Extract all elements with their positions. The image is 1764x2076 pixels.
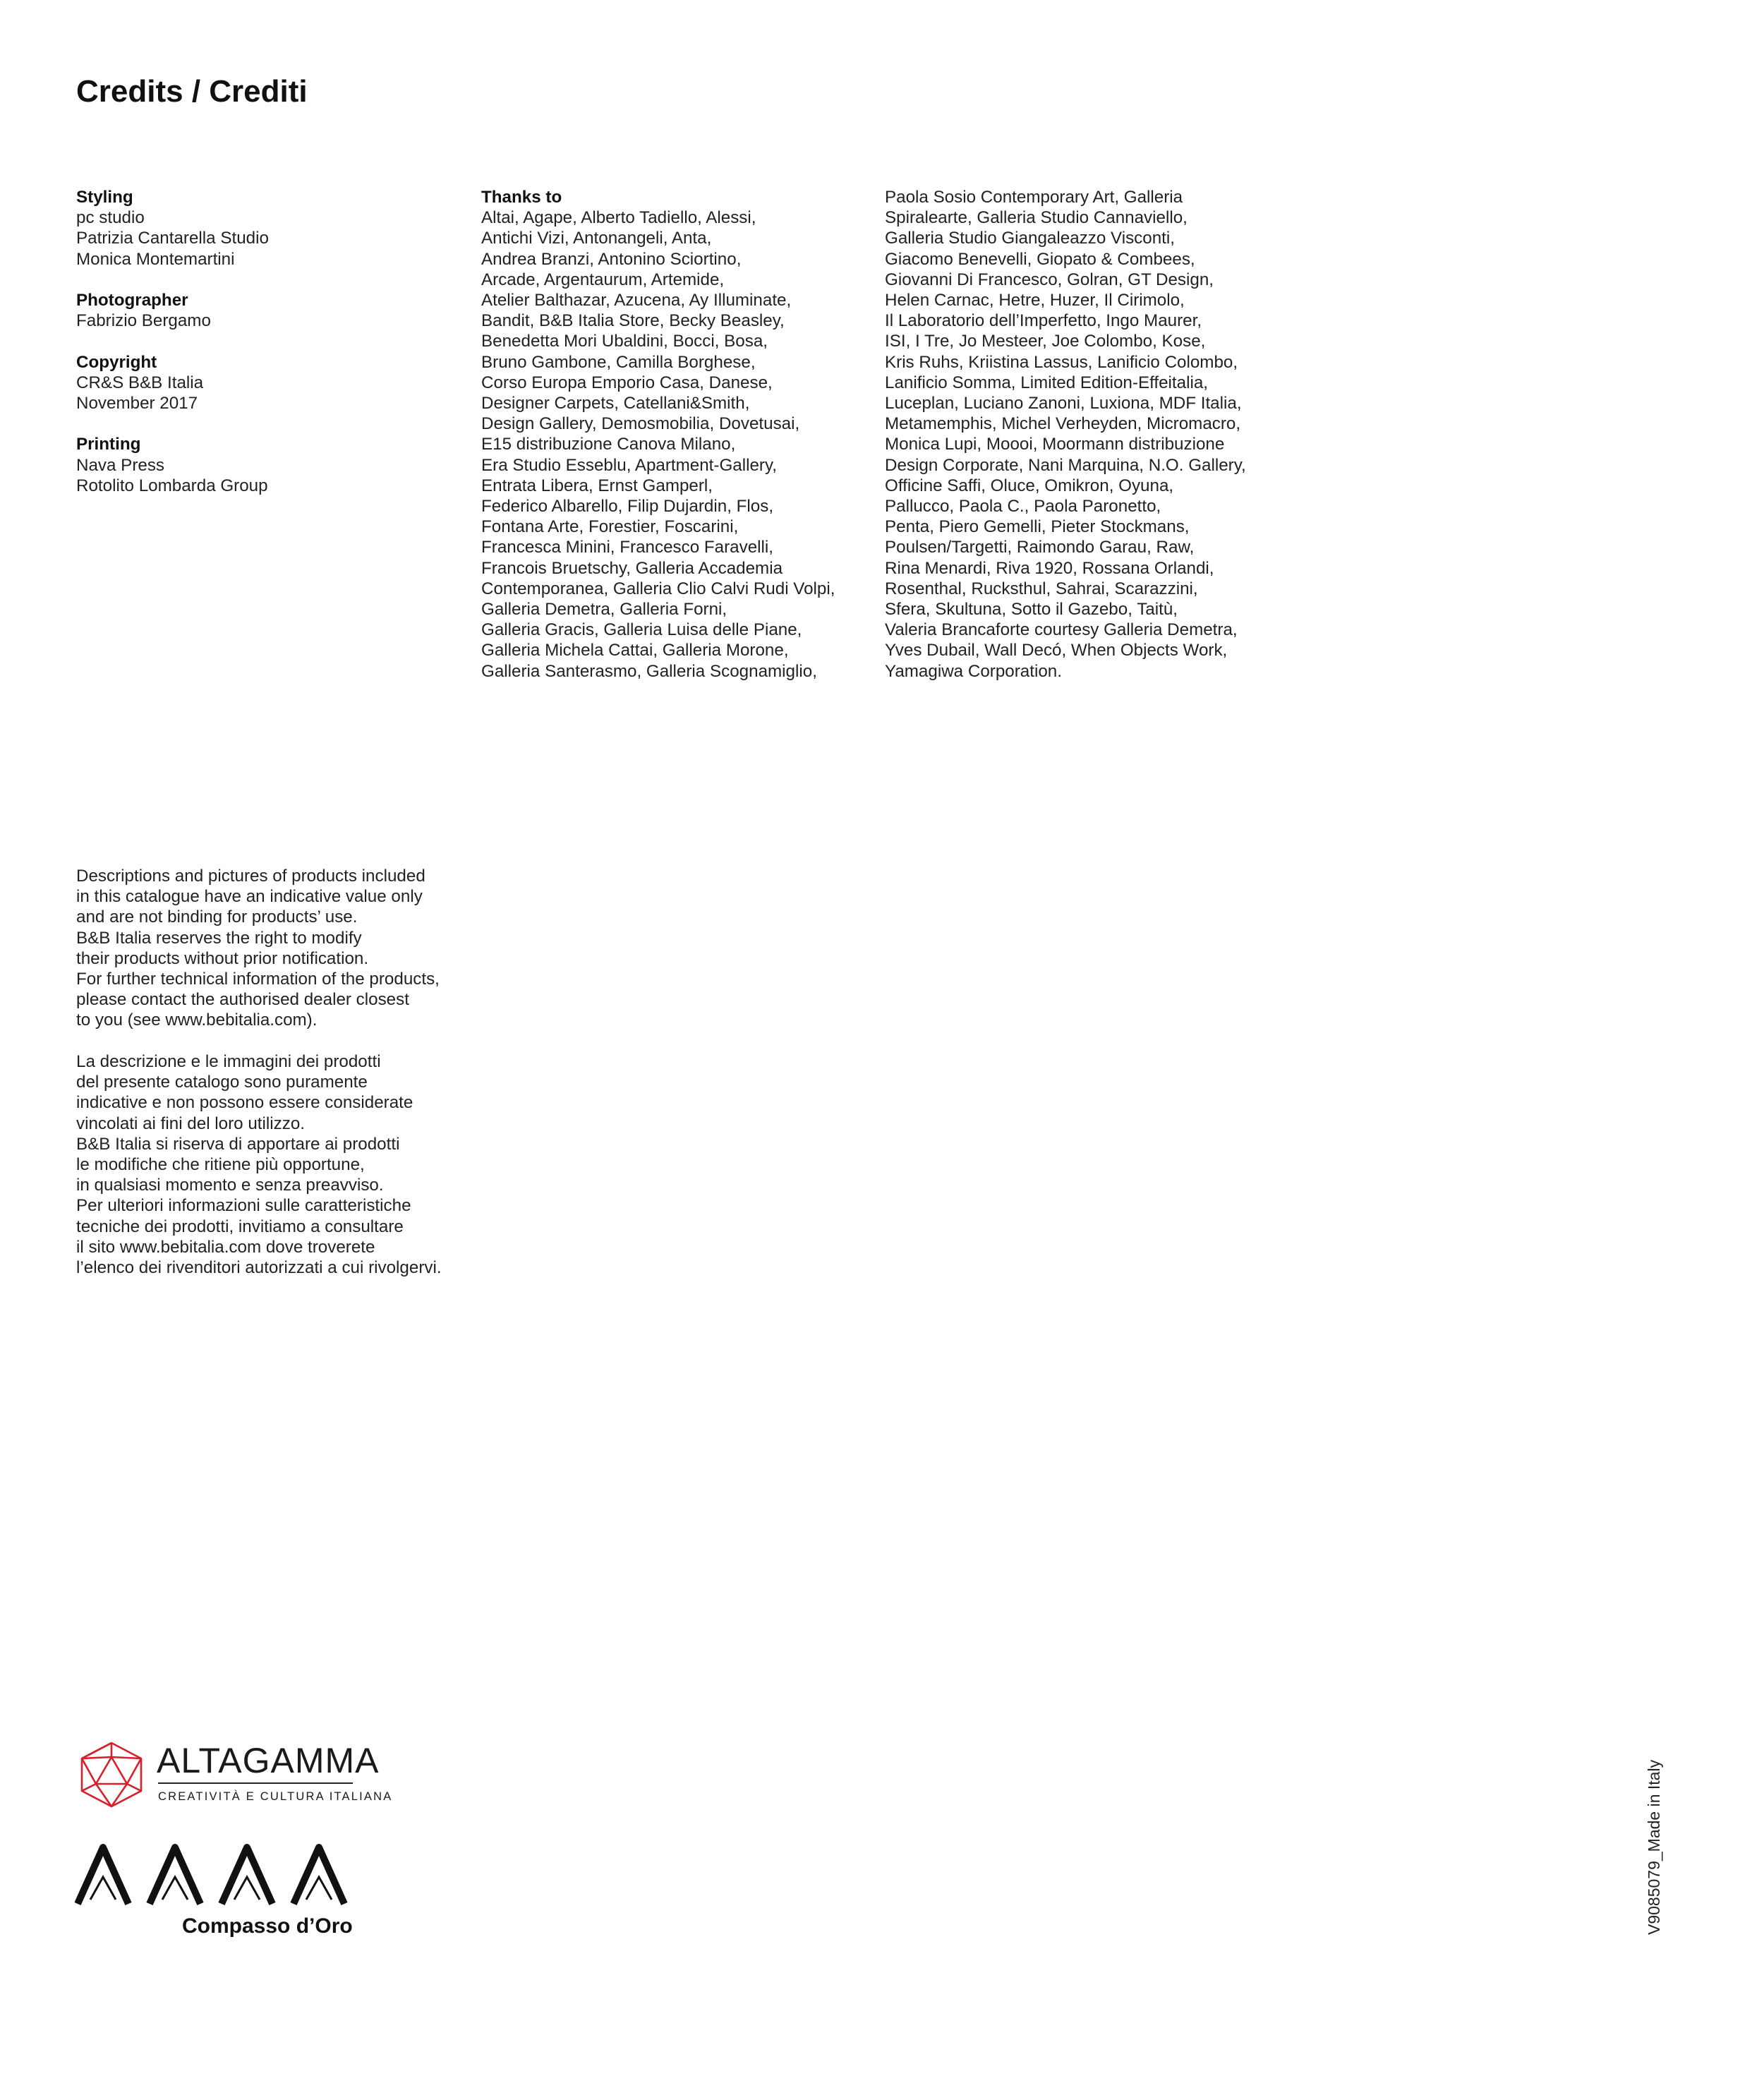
text-line: Designer Carpets, Catellani&Smith,: [481, 394, 750, 414]
compasso-doro-logo: [75, 1840, 364, 1946]
text-line: Contemporanea, Galleria Clio Calvi Rudi Volpi,: [481, 579, 835, 598]
text-line: Era Studio Esseblu, Apartment-Gallery,: [481, 455, 777, 475]
printing-section: [76, 434, 457, 496]
text-line: Fontana Arte, Forestier, Foscarini,: [481, 517, 739, 537]
text-line: in this catalogue have an indicative value only: [76, 887, 423, 907]
photographer-section: [76, 290, 457, 331]
text-line: Altai, Agape, Alberto Tadiello, Alessi,: [481, 208, 756, 228]
altagamma-divider: [158, 1782, 353, 1784]
credit-line: Fabrizio Bergamo: [76, 311, 211, 331]
text-line: Antichi Vizi, Antonangeli, Anta,: [481, 229, 712, 248]
text-line: Pallucco, Paola C., Paola Paronetto,: [885, 497, 1161, 517]
icosahedron-icon: [75, 1740, 148, 1809]
altagamma-tagline: CREATIVITÀ E CULTURA ITALIANA: [158, 1790, 393, 1803]
text-line: Francesca Minini, Francesco Faravelli,: [481, 538, 774, 557]
text-line: vincolati ai fini del loro utilizzo.: [76, 1114, 305, 1133]
text-line: Yves Dubail, Wall Decó, When Objects Work,: [885, 641, 1228, 660]
text-line: Luceplan, Luciano Zanoni, Luxiona, MDF Italia,: [885, 394, 1242, 414]
text-line: Officine Saffi, Oluce, Omikron, Oyuna,: [885, 476, 1174, 495]
text-line: Per ulteriori informazioni sulle caratteristiche: [76, 1196, 411, 1216]
text-line: l’elenco dei rivenditori autorizzati a cui rivolgervi.: [76, 1258, 442, 1278]
credit-line: Patrizia Cantarella Studio: [76, 229, 269, 248]
text-line: Rina Menardi, Riva 1920, Rossana Orlandi,: [885, 558, 1214, 578]
text-line: and are not binding for products’ use.: [76, 907, 358, 927]
text-line: le modifiche che ritiene più opportune,: [76, 1155, 365, 1175]
text-line: Design Corporate, Nani Marquina, N.O. Gallery,: [885, 455, 1246, 475]
text-line: Francois Bruetschy, Galleria Accademia: [481, 558, 783, 578]
disclaimer-italian: [76, 1051, 528, 1278]
text-line: Galleria Michela Cattai, Galleria Morone,: [481, 641, 789, 660]
compass-mark-icon: [75, 1840, 357, 1908]
credit-line: Monica Montemartini: [76, 249, 235, 269]
text-line: Benedetta Mori Ubaldini, Bocci, Bosa,: [481, 332, 768, 351]
text-line: their products without prior notification.: [76, 948, 369, 968]
catalogue-code: V9085079_Made in Italy: [1645, 1759, 1663, 1935]
text-line: Atelier Balthazar, Azucena, Ay Illuminate,: [481, 291, 792, 310]
text-line: indicative e non possono essere considerate: [76, 1093, 413, 1113]
text-line: Andrea Branzi, Antonino Sciortino,: [481, 249, 742, 269]
styling-section: [76, 187, 457, 270]
text-line: Poulsen/Targetti, Raimondo Garau, Raw,: [885, 538, 1195, 557]
text-line: Monica Lupi, Moooi, Moormann distribuzione: [885, 435, 1225, 454]
text-line: Galleria Demetra, Galleria Forni,: [481, 600, 727, 620]
credit-line: Rotolito Lombarda Group: [76, 476, 268, 495]
text-line: Bruno Gambone, Camilla Borghese,: [481, 352, 756, 372]
text-line: Design Gallery, Demosmobilia, Dovetusai,: [481, 414, 800, 434]
text-line: Paola Sosio Contemporary Art, Galleria: [885, 188, 1183, 207]
text-line: Rosenthal, Rucksthul, Sahrai, Scarazzini,: [885, 579, 1198, 598]
copyright-heading: Copyright: [76, 352, 157, 372]
text-line: Il Laboratorio dell’Imperfetto, Ingo Maurer,: [885, 311, 1202, 331]
text-line: Galleria Santerasmo, Galleria Scognamiglio,: [481, 661, 817, 681]
thanks-column-1: [481, 187, 876, 682]
text-line: B&B Italia si riserva di apportare ai prodotti: [76, 1134, 400, 1154]
text-line: Kris Ruhs, Kriistina Lassus, Lanificio Colombo,: [885, 352, 1238, 372]
page-title: Credits / Crediti: [76, 74, 308, 109]
altagamma-wordmark: ALTAGAMMA: [157, 1741, 380, 1780]
text-line: del presente catalogo sono puramente: [76, 1073, 368, 1092]
credit-line: Nava Press: [76, 455, 165, 475]
styling-heading: Styling: [76, 188, 133, 207]
text-line: Giovanni Di Francesco, Golran, GT Design,: [885, 270, 1214, 289]
text-line: Federico Albarello, Filip Dujardin, Flos,: [481, 497, 774, 517]
text-line: For further technical information of the products,: [76, 970, 440, 989]
credits-column: [76, 187, 457, 517]
credit-line: November 2017: [76, 394, 198, 413]
text-line: Lanificio Somma, Limited Edition-Effeitalia,: [885, 373, 1208, 392]
text-line: B&B Italia reserves the right to modify: [76, 928, 362, 948]
text-line: Entrata Libera, Ernst Gamperl,: [481, 476, 713, 495]
text-line: in qualsiasi momento e senza preavviso.: [76, 1176, 384, 1195]
credit-line: pc studio: [76, 208, 145, 228]
text-line: Bandit, B&B Italia Store, Becky Beasley,: [481, 311, 785, 331]
thanks-heading: Thanks to: [481, 188, 562, 207]
text-line: Penta, Piero Gemelli, Pieter Stockmans,: [885, 517, 1190, 537]
text-line: Galleria Studio Giangaleazzo Visconti,: [885, 229, 1175, 248]
text-line: ISI, I Tre, Jo Mesteer, Joe Colombo, Kose,: [885, 332, 1206, 351]
text-line: Yamagiwa Corporation.: [885, 661, 1062, 681]
text-line: tecniche dei prodotti, invitiamo a consultare: [76, 1217, 404, 1236]
text-line: Corso Europa Emporio Casa, Danese,: [481, 373, 773, 392]
text-line: Arcade, Argentaurum, Artemide,: [481, 270, 725, 289]
thanks-list-2: [885, 187, 1308, 682]
photographer-heading: Photographer: [76, 291, 188, 310]
credit-line: CR&S B&B Italia: [76, 373, 204, 392]
text-line: Descriptions and pictures of products included: [76, 867, 425, 886]
thanks-list-1: [481, 207, 876, 682]
printing-heading: Printing: [76, 435, 141, 454]
text-line: Galleria Gracis, Galleria Luisa delle Piane,: [481, 620, 802, 640]
text-line: E15 distribuzione Canova Milano,: [481, 435, 736, 454]
copyright-section: [76, 352, 457, 414]
text-line: Giacomo Benevelli, Giopato & Combees,: [885, 249, 1195, 269]
text-line: Sfera, Skultuna, Sotto il Gazebo, Taitù,: [885, 600, 1178, 620]
text-line: Metamemphis, Michel Verheyden, Micromacro,: [885, 414, 1241, 434]
text-line: please contact the authorised dealer closest: [76, 990, 409, 1010]
text-line: to you (see www.bebitalia.com).: [76, 1010, 318, 1030]
text-line: il sito www.bebitalia.com dove troverete: [76, 1237, 375, 1257]
text-line: Spiralearte, Galleria Studio Cannaviello,: [885, 208, 1188, 228]
altagamma-logo: [75, 1740, 393, 1811]
text-line: Valeria Brancaforte courtesy Galleria Demetra,: [885, 620, 1238, 640]
text-line: Helen Carnac, Hetre, Huzer, Il Cirimolo,: [885, 291, 1185, 310]
disclaimer-english: [76, 866, 528, 1031]
thanks-column-2: [885, 187, 1308, 682]
compasso-doro-wordmark: Compasso d’Oro: [182, 1914, 353, 1938]
text-line: La descrizione e le immagini dei prodotti: [76, 1052, 381, 1071]
